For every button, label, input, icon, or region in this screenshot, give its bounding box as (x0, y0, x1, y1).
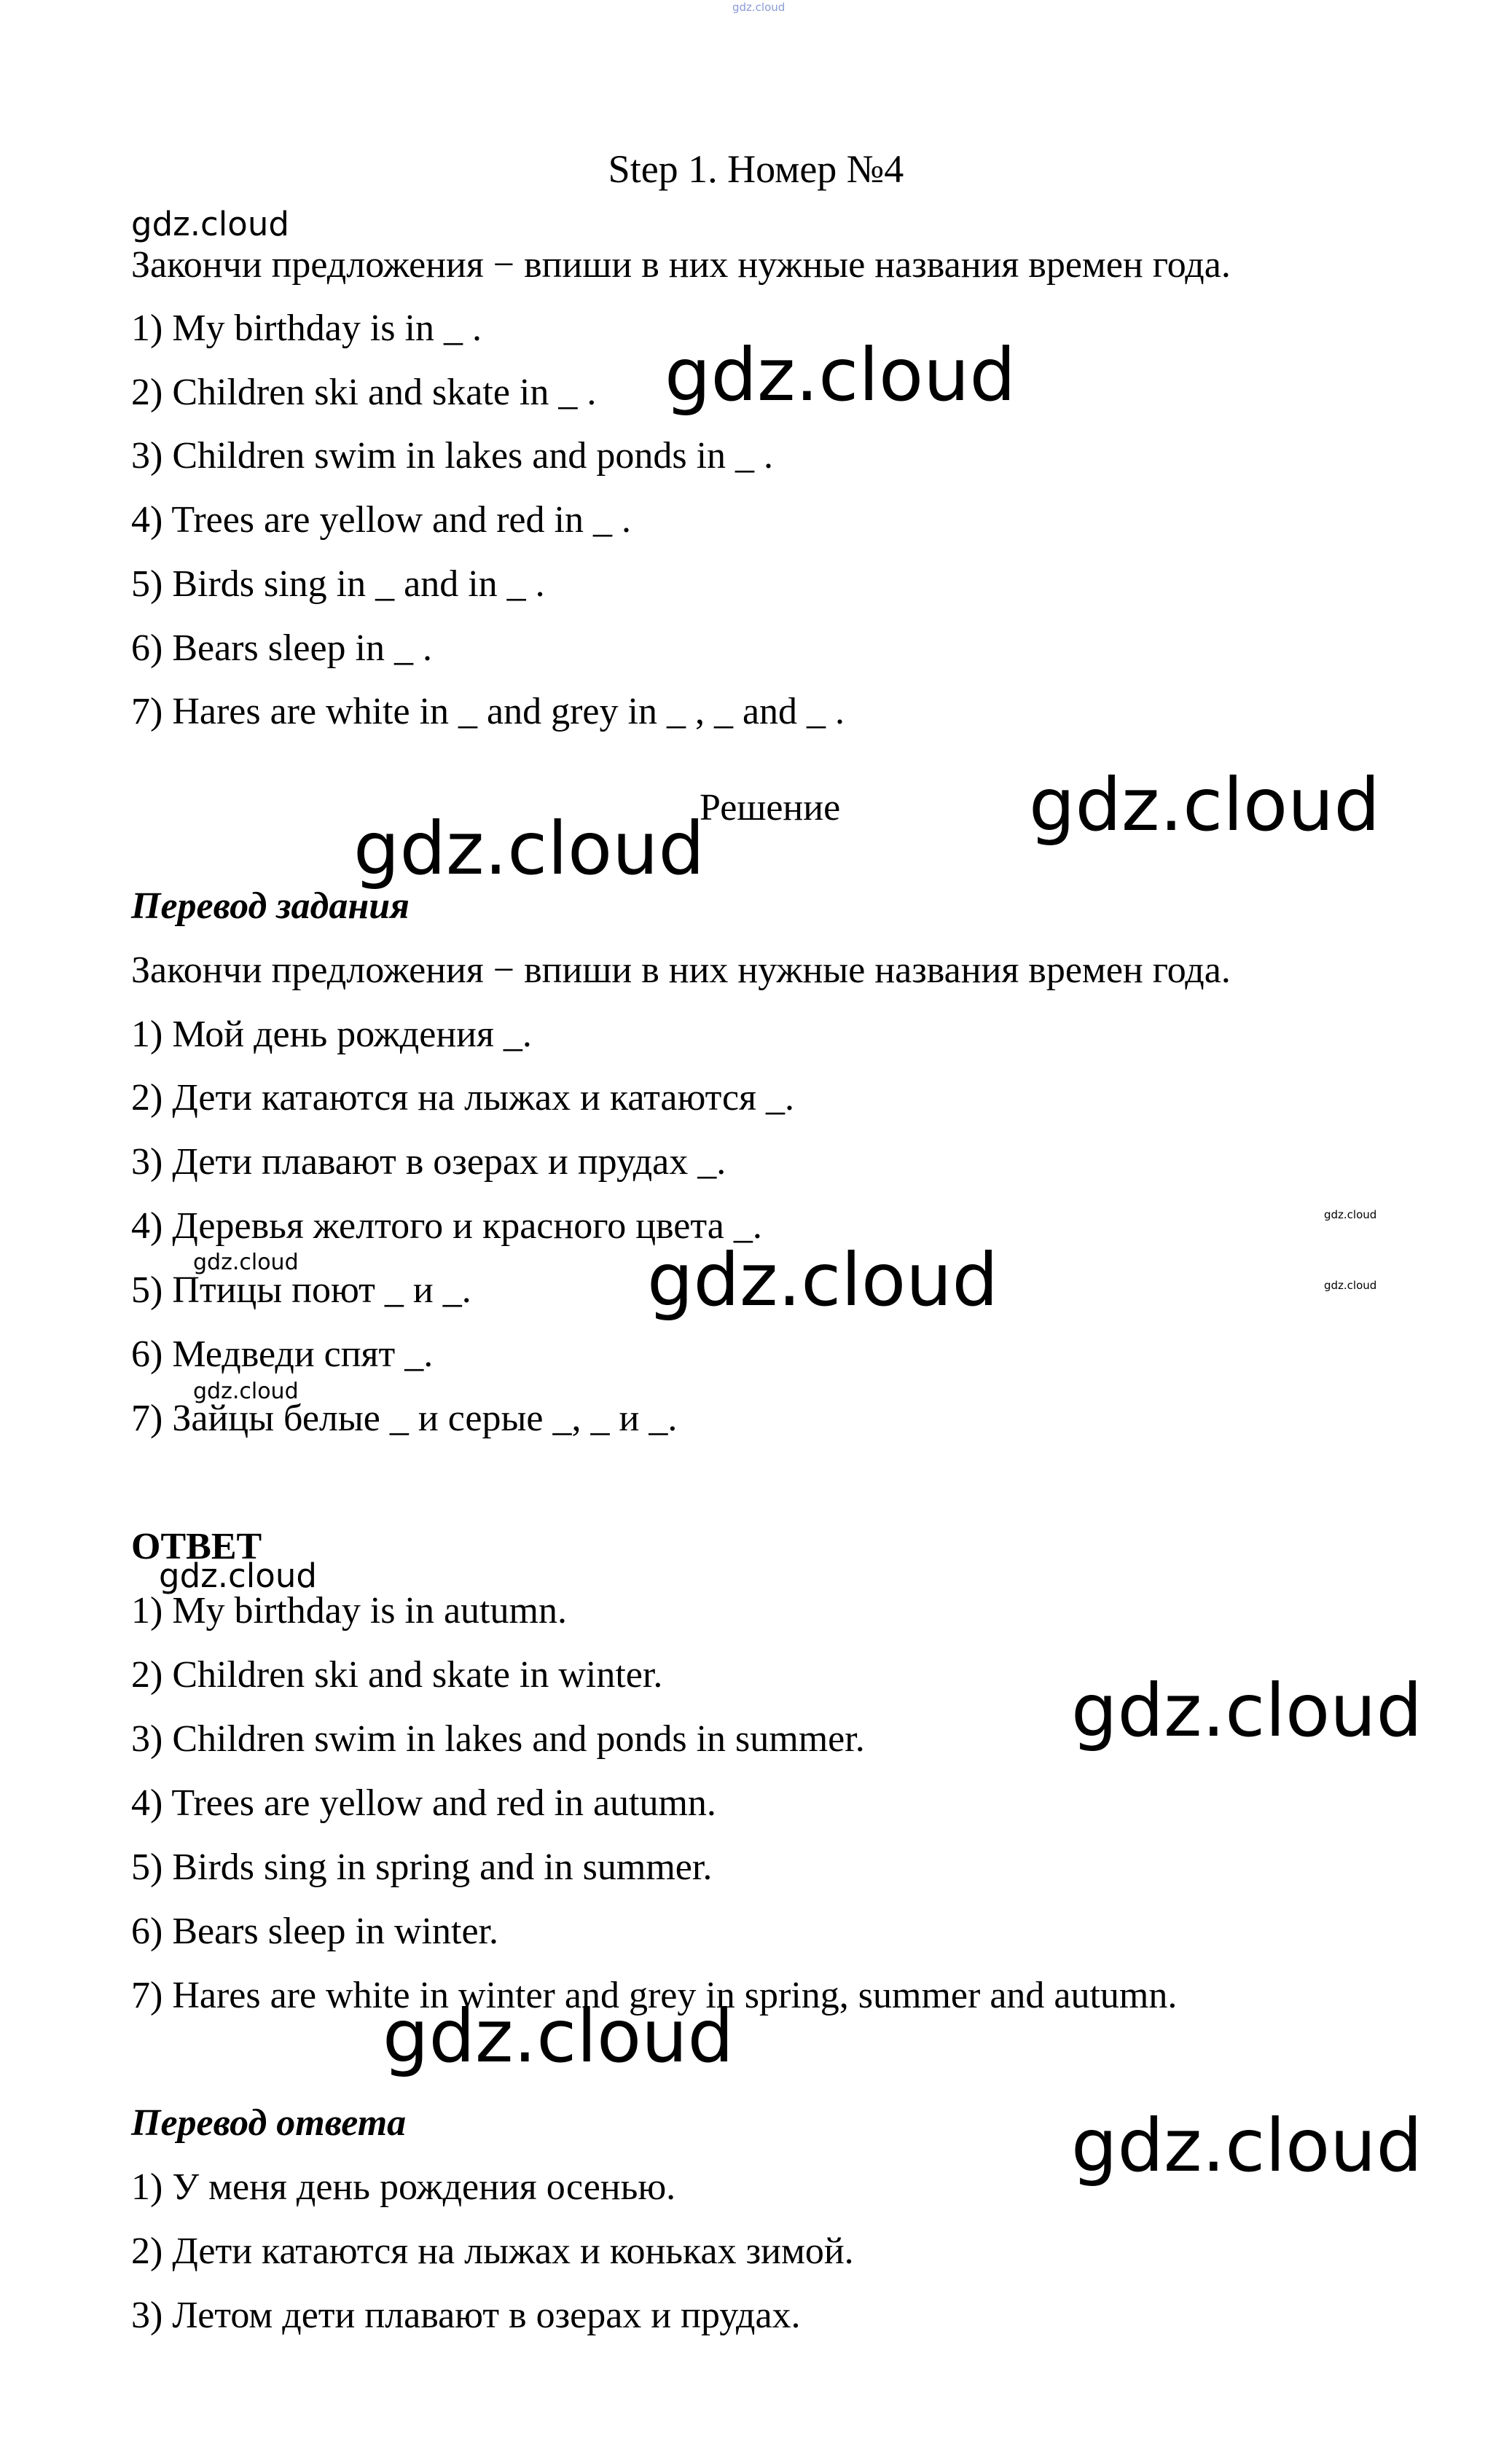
solution-label: Решение (700, 787, 841, 829)
task-sentence-1: 1) My birthday is in _ . (131, 308, 482, 349)
answer-heading: ОТВЕТ (131, 1526, 262, 1567)
page-title: Step 1. Номер №4 (608, 147, 904, 191)
watermark: gdz.cloud (193, 1250, 299, 1275)
task-sentence-2: 2) Children ski and skate in _ . (131, 372, 597, 413)
answer-translation-sentence-2: 2) Дети катаются на лыжах и коньках зимой. (131, 2230, 854, 2272)
answer-sentence-4: 4) Trees are yellow and red in autumn. (131, 1782, 716, 1824)
task-sentence-7: 7) Hares are white in _ and grey in _ , _ and _ . (131, 691, 845, 732)
watermark: gdz.cloud (1071, 2103, 1423, 2188)
watermark: gdz.cloud (1324, 1279, 1377, 1292)
task-sentence-5: 5) Birds sing in _ and in _ . (131, 563, 545, 605)
translation-sentence-1: 1) Мой день рождения _. (131, 1014, 532, 1055)
translation-sentence-5: 5) Птицы поют _ и _. (131, 1269, 471, 1311)
answer-sentence-3: 3) Children swim in lakes and ponds in summer. (131, 1718, 865, 1760)
answer-sentence-1: 1) My birthday is in autumn. (131, 1590, 567, 1632)
watermark: gdz.cloud (647, 1237, 999, 1323)
task-sentence-4: 4) Trees are yellow and red in _ . (131, 499, 631, 541)
translation-sentence-2: 2) Дети катаются на лыжах и катаются _. (131, 1077, 795, 1119)
task-sentence-6: 6) Bears sleep in _ . (131, 627, 433, 669)
answer-translation-sentence-3: 3) Летом дети плавают в озерах и прудах. (131, 2295, 801, 2336)
watermark: gdz.cloud (665, 332, 1017, 418)
watermark: gdz.cloud (1324, 1208, 1377, 1221)
watermark: gdz.cloud (1071, 1668, 1423, 1753)
answer-sentence-7: 7) Hares are white in winter and grey in spring, summer and autumn. (131, 1975, 1178, 2016)
translation-sentence-6: 6) Медведи спят _. (131, 1333, 434, 1375)
answer-translation-heading: Перевод ответа (131, 2102, 407, 2144)
translation-heading: Перевод задания (131, 885, 410, 927)
answer-sentence-6: 6) Bears sleep in winter. (131, 1911, 498, 1952)
watermark: gdz.cloud (383, 1994, 735, 2079)
translation-sentence-3: 3) Дети плавают в озерах и прудах _. (131, 1141, 726, 1183)
answer-sentence-2: 2) Children ski and skate in winter. (131, 1654, 663, 1696)
task-sentence-3: 3) Children swim in lakes and ponds in _ . (131, 435, 774, 477)
translation-sentence-4: 4) Деревья желтого и красного цвета _. (131, 1205, 762, 1247)
translation-instruction: Закончи предложения − впиши в них нужные названия времен года. (131, 949, 1231, 991)
translation-sentence-7: 7) Зайцы белые _ и серые _, _ и _. (131, 1398, 678, 1439)
task-instruction: Закончи предложения − впиши в них нужные названия времен года. (131, 244, 1231, 286)
answer-sentence-5: 5) Birds sing in spring and in summer. (131, 1846, 713, 1888)
watermark: gdz.cloud (193, 1379, 299, 1404)
watermark: gdz.cloud (1029, 762, 1381, 847)
watermark: gdz.cloud (353, 806, 705, 891)
watermark: gdz.cloud (131, 205, 289, 243)
watermark-top: gdz.cloud (732, 1, 786, 14)
watermark: gdz.cloud (159, 1556, 317, 1595)
answer-translation-sentence-1: 1) У меня день рождения осенью. (131, 2166, 676, 2208)
